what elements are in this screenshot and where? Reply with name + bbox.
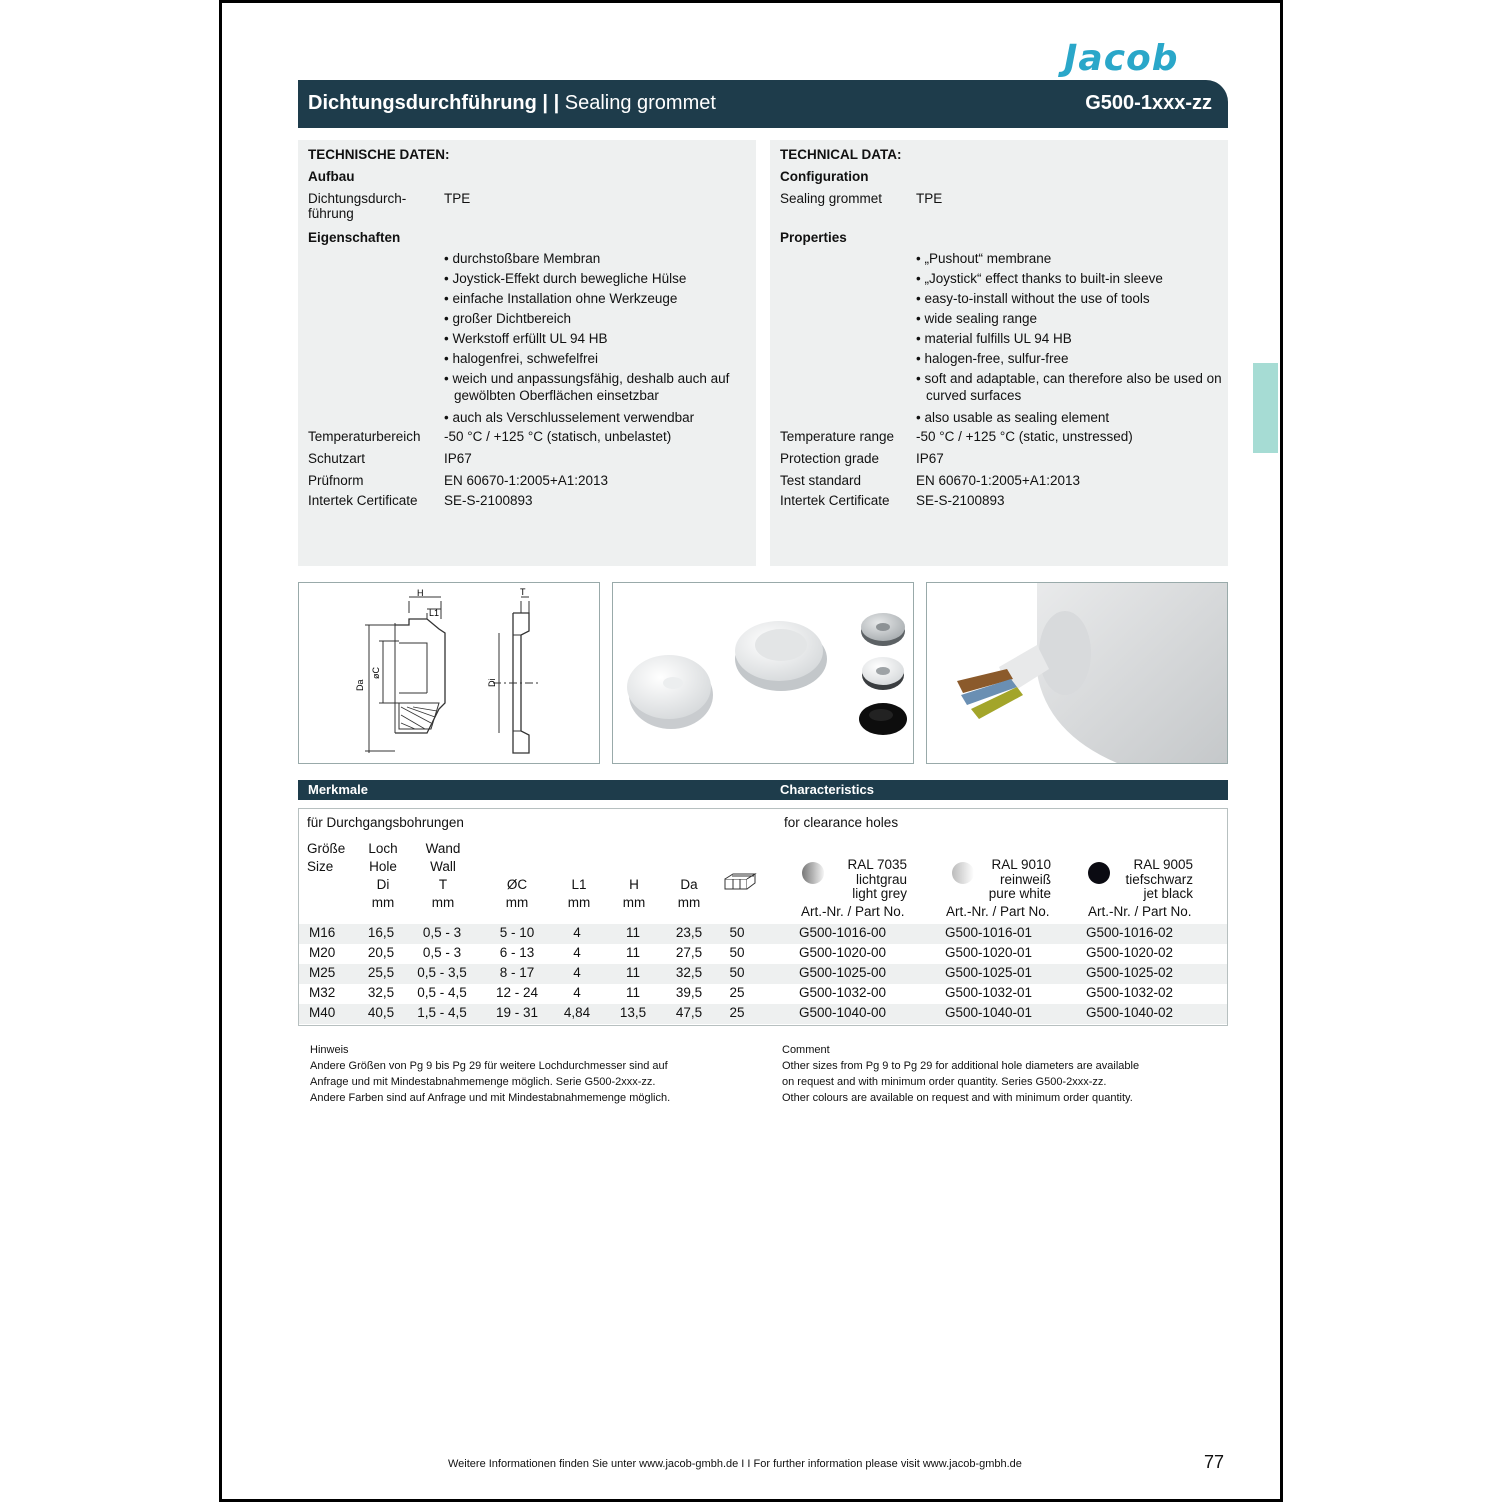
dim-T: T [520, 587, 526, 597]
config-heading: Aufbau [308, 169, 355, 184]
col-white-header: RAL 9010 reinweiß pure white [988, 857, 1051, 901]
table-cell: M32 [309, 985, 336, 1000]
table-cell: 5 - 10 [499, 925, 535, 940]
table-cell: G500-1020-00 [799, 945, 887, 960]
table-cell: G500-1016-02 [1086, 925, 1174, 940]
swatch-white-icon [951, 861, 975, 888]
table-cell: 32,5 [675, 965, 703, 980]
cert-value: SE-S-2100893 [444, 493, 533, 508]
prop-item: • weich und anpassungsfähig, deshalb auch auf gewölbten Oberflächen einsetzbar [444, 371, 730, 403]
page-number: 77 [1204, 1452, 1225, 1472]
characteristics-bar [298, 780, 1228, 800]
swatch-black-icon [1087, 861, 1111, 888]
table-cell: 16,5 [367, 925, 395, 940]
table-cell: 0,5 - 3,5 [417, 965, 467, 980]
col-da-header: Da mm [677, 877, 701, 910]
prop-item: • soft and adaptable, can therefore also be used on curved surfaces [916, 371, 1222, 403]
grommet-label: Sealing grommet [780, 191, 883, 206]
props-heading: Eigenschaften [308, 230, 401, 245]
heading: TECHNICAL DATA: [780, 147, 902, 162]
dim-Da: Da [355, 679, 365, 691]
col-black-partno: Art.-Nr. / Part No. [1088, 904, 1192, 919]
product-code: G500-1xxx-zz [1085, 92, 1212, 114]
temp-value: -50 °C / +125 °C (statisch, unbelastet) [444, 429, 672, 444]
side-tab [1253, 363, 1278, 453]
test-value: EN 60670-1:2005+A1:2013 [444, 473, 609, 488]
col-grey-header: RAL 7035 lichtgrau light grey [847, 857, 907, 901]
col-grey-partno: Art.-Nr. / Part No. [801, 904, 905, 919]
notes-de: Hinweis Andere Größen von Pg 9 bis Pg 29 für weitere Lochdurchmesser sind auf Anfrage und mit Mindestabnahmemenge möglich. Serie G500-2xxx-zz. Andere Farben sind auf Anfrage und mit Mindestabnahmemenge möglich. [310, 1044, 671, 1104]
table-cell: G500-1040-01 [945, 1005, 1033, 1020]
table-cell: M40 [309, 1005, 336, 1020]
table-cell: 4,84 [563, 1005, 591, 1020]
table-cell: G500-1025-01 [945, 965, 1033, 980]
table-cell: 19 - 31 [495, 1005, 539, 1020]
page-header [298, 80, 1228, 128]
cert-label: Intertek Certificate [780, 493, 890, 508]
cert-value: SE-S-2100893 [916, 493, 1005, 508]
tech-data-en [770, 140, 1228, 566]
table-cell: 11 [625, 925, 640, 940]
dim-C: øC [371, 667, 381, 679]
prop-item: • Joystick-Effekt durch bewegliche Hülse [444, 271, 687, 286]
table-cell: 47,5 [675, 1005, 703, 1020]
prop-item: • durchstoßbare Membran [444, 251, 601, 266]
installed-photo [926, 582, 1228, 764]
dim-H: H [417, 588, 424, 598]
table-cell: G500-1020-01 [945, 945, 1033, 960]
prop-item: • auch als Verschlusselement verwendbar [444, 410, 695, 425]
col-white-partno: Art.-Nr. / Part No. [946, 904, 1050, 919]
table-cell: 0,5 - 4,5 [417, 985, 467, 1000]
table-cell: 25,5 [367, 965, 395, 980]
table-cell: 11 [625, 945, 640, 960]
table-cell: 12 - 24 [495, 985, 539, 1000]
prop-item: • einfache Installation ohne Werkzeuge [444, 291, 678, 306]
jacob-logo: Jacob [1064, 38, 1179, 79]
prot-label: Schutzart [308, 451, 366, 466]
prot-value: IP67 [916, 451, 944, 466]
prot-label: Protection grade [780, 451, 880, 466]
page-title: Dichtungsdurchführung | | Sealing grommet [308, 92, 716, 114]
heading: TECHNISCHE DATEN: [308, 147, 450, 162]
table-cell: G500-1032-00 [799, 985, 887, 1000]
prot-value: IP67 [444, 451, 472, 466]
col-h-header: H mm [622, 877, 646, 910]
props-heading: Properties [780, 230, 847, 245]
table-cell: 6 - 13 [499, 945, 535, 960]
prop-item: • wide sealing range [916, 311, 1038, 326]
cert-label: Intertek Certificate [308, 493, 418, 508]
prop-item: • „Pushout“ membrane [916, 251, 1052, 266]
table-cell: 1,5 - 4,5 [417, 1005, 467, 1020]
dim-L1: L1 [429, 608, 440, 618]
package-icon [723, 871, 759, 891]
table-cell: G500-1032-02 [1086, 985, 1174, 1000]
temp-value: -50 °C / +125 °C (static, unstressed) [916, 429, 1133, 444]
table-cell: 0,5 - 3 [422, 925, 462, 940]
table-cell: G500-1025-02 [1086, 965, 1174, 980]
table-cell: 50 [729, 965, 745, 980]
table-cell: 13,5 [619, 1005, 647, 1020]
table-cell: G500-1040-02 [1086, 1005, 1174, 1020]
table-cell: M16 [309, 925, 336, 940]
bar-de: Merkmale [308, 782, 368, 797]
notes-en: Comment Other sizes from Pg 9 to Pg 29 for additional hole diameters are available on request and with minimum order quantity. Series G500-2xxx-zz. Other colours are available on request and with minimum order quantity. [782, 1044, 1140, 1104]
table-cell: 4 [573, 985, 581, 1000]
table-cell: 32,5 [367, 985, 395, 1000]
table-cell: G500-1016-00 [799, 925, 887, 940]
prop-item: • also usable as sealing element [916, 410, 1110, 425]
col-black-header: RAL 9005 tiefschwarz jet black [1125, 857, 1193, 901]
config-heading: Configuration [780, 169, 869, 184]
table-cell: 25 [729, 1005, 745, 1020]
test-label: Prüfnorm [308, 473, 364, 488]
table-cell: 8 - 17 [499, 965, 535, 980]
prop-item: • material fulfills UL 94 HB [916, 331, 1072, 346]
col-l1-header: L1 mm [567, 877, 591, 910]
table-cell: M20 [309, 945, 336, 960]
table-cell: M25 [309, 965, 336, 980]
col-size-header: Größe Size [307, 841, 346, 874]
bar-en: Characteristics [780, 782, 874, 797]
table-cell: G500-1020-02 [1086, 945, 1174, 960]
table-cell: G500-1040-00 [799, 1005, 887, 1020]
prop-item: • „Joystick“ effect thanks to built-in sleeve [916, 271, 1163, 286]
technical-drawing [298, 582, 600, 764]
grommets-photo [612, 582, 914, 764]
col-c-header: ØC mm [505, 877, 529, 910]
prop-item: • halogenfrei, schwefelfrei [444, 351, 599, 366]
table-cell: 50 [729, 925, 745, 940]
table-cell: 50 [729, 945, 745, 960]
col-wall-header: Wand Wall T mm [425, 841, 461, 910]
swatch-grey-icon [801, 861, 825, 888]
footer-text: Weitere Informationen finden Sie unter www.jacob-gmbh.de I I For further information please visit www.jacob-gmbh.de [448, 1458, 1022, 1470]
prop-item: • easy-to-install without the use of tools [916, 291, 1150, 306]
table-cell: 25 [729, 985, 745, 1000]
table-cell: G500-1032-01 [945, 985, 1033, 1000]
prop-item: • Werkstoff erfüllt UL 94 HB [444, 331, 608, 346]
table-cell: 0,5 - 3 [422, 945, 462, 960]
table-cell: 39,5 [675, 985, 703, 1000]
subheading-de: für Durchgangsbohrungen [307, 815, 464, 830]
prop-item: • großer Dichtbereich [444, 311, 572, 326]
grommet-value: TPE [444, 191, 471, 206]
temp-label: Temperature range [780, 429, 895, 444]
dim-Di: Di [487, 678, 497, 687]
table-cell: 11 [625, 985, 640, 1000]
table-cell: 4 [573, 925, 581, 940]
subheading-en: for clearance holes [784, 815, 899, 830]
table-cell: 4 [573, 945, 581, 960]
grommet-value: TPE [916, 191, 943, 206]
tech-data-de [298, 140, 756, 566]
table-cell: 40,5 [367, 1005, 395, 1020]
col-hole-header: Loch Hole Di mm [368, 841, 398, 910]
prop-item: • halogen-free, sulfur-free [916, 351, 1069, 366]
table-cell: 11 [625, 965, 640, 980]
grommet-label: Dichtungsdurch- führung [308, 191, 407, 221]
test-value: EN 60670-1:2005+A1:2013 [916, 473, 1081, 488]
table-cell: G500-1016-01 [945, 925, 1033, 940]
table-cell: 4 [573, 965, 581, 980]
test-label: Test standard [780, 473, 862, 488]
parts-table [298, 808, 1228, 1026]
table-cell: 20,5 [367, 945, 395, 960]
table-cell: 23,5 [675, 925, 703, 940]
temp-label: Temperaturbereich [308, 429, 421, 444]
table-cell: G500-1025-00 [799, 965, 887, 980]
table-cell: 27,5 [675, 945, 703, 960]
